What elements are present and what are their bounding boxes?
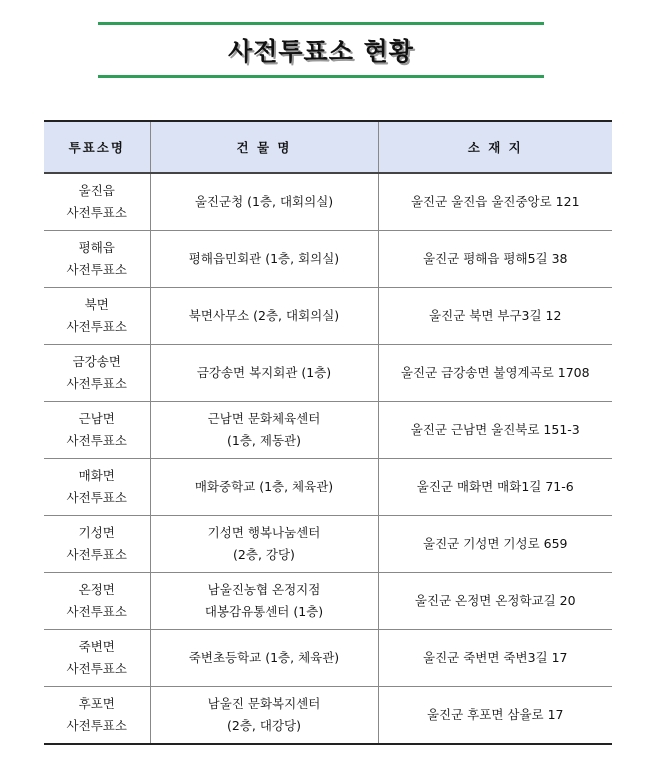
- station-name: 평해읍: [78, 240, 115, 255]
- station-name: 매화면: [78, 468, 115, 483]
- table-row: [44, 288, 612, 345]
- station-type: 사전투표소: [66, 205, 127, 220]
- station-name: 북면: [84, 297, 109, 312]
- station-name-cell: [44, 288, 150, 345]
- station-name-cell: [44, 687, 150, 745]
- building-cell: [150, 459, 378, 516]
- building-line: 평해읍민회관 (1층, 회의실): [188, 251, 340, 266]
- address-cell: 울진군 후포면 삼율로 17: [378, 687, 612, 745]
- station-type: 사전투표소: [66, 490, 127, 505]
- station-name: 금강송면: [72, 354, 121, 369]
- building-line: 매화중학교 (1층, 체육관): [194, 479, 334, 494]
- address-cell: 울진군 기성면 기성로 659: [378, 516, 612, 573]
- title-bottom-rule: [98, 75, 544, 78]
- station-name: 근남면: [78, 411, 115, 426]
- station-name-cell: [44, 630, 150, 687]
- station-name-cell: [44, 345, 150, 402]
- header-address: 소 재 지: [378, 121, 612, 173]
- table-row: [44, 516, 612, 573]
- station-name-cell: [44, 173, 150, 231]
- station-type: 사전투표소: [66, 604, 127, 619]
- building-line: 죽변초등학교 (1층, 체육관): [188, 650, 340, 665]
- table-row: [44, 345, 612, 402]
- building-line: 기성면 행복나눔센터: [207, 525, 321, 540]
- building-line: 금강송면 복지회관 (1층): [196, 365, 332, 380]
- page-title: 사전투표소 현황: [228, 37, 414, 66]
- station-type: 사전투표소: [66, 718, 127, 733]
- table-row: [44, 173, 612, 231]
- building-line: (2층, 강당): [233, 547, 295, 562]
- address-cell: 울진군 근남면 울진북로 151-3: [378, 402, 612, 459]
- table-row: [44, 402, 612, 459]
- address-cell: 울진군 평해읍 평해5길 38: [378, 231, 612, 288]
- polling-station-table: [44, 120, 612, 745]
- table-row: [44, 630, 612, 687]
- title-banner: [98, 22, 544, 80]
- building-cell: [150, 402, 378, 459]
- building-cell: [150, 687, 378, 745]
- building-cell: [150, 516, 378, 573]
- building-line: 근남면 문화체육센터: [207, 411, 321, 426]
- building-cell: [150, 573, 378, 630]
- station-name: 기성면: [78, 525, 115, 540]
- table-header-row: [44, 121, 612, 173]
- address-cell: 울진군 매화면 매화1길 71-6: [378, 459, 612, 516]
- building-cell: [150, 345, 378, 402]
- building-cell: [150, 231, 378, 288]
- building-line: 북면사무소 (2층, 대회의실): [188, 308, 340, 323]
- table-row: [44, 573, 612, 630]
- station-name-cell: [44, 402, 150, 459]
- building-line: (2층, 대강당): [227, 718, 301, 733]
- building-cell: [150, 173, 378, 231]
- address-cell: 울진군 온정면 온정학교길 20: [378, 573, 612, 630]
- building-line: 남울진 문화복지센터: [207, 696, 321, 711]
- station-name: 죽변면: [78, 639, 115, 654]
- table-row: [44, 231, 612, 288]
- station-name-cell: [44, 231, 150, 288]
- station-name-cell: [44, 573, 150, 630]
- station-type: 사전투표소: [66, 661, 127, 676]
- header-station-name: 투표소명: [44, 121, 150, 173]
- header-building-name: 건 물 명: [150, 121, 378, 173]
- station-type: 사전투표소: [66, 262, 127, 277]
- building-line: 남울진농협 온정지점: [207, 582, 321, 597]
- address-cell: 울진군 북면 부구3길 12: [378, 288, 612, 345]
- building-line: (1층, 제동관): [227, 433, 301, 448]
- building-line: 대봉감유통센터 (1층): [204, 604, 324, 619]
- station-name: 후포면: [78, 696, 115, 711]
- building-line: 울진군청 (1층, 대회의실): [194, 194, 334, 209]
- table-row: [44, 459, 612, 516]
- building-cell: [150, 630, 378, 687]
- station-name: 울진읍: [78, 183, 115, 198]
- station-type: 사전투표소: [66, 376, 127, 391]
- station-name: 온정면: [78, 582, 115, 597]
- address-cell: 울진군 죽변면 죽변3길 17: [378, 630, 612, 687]
- station-name-cell: [44, 516, 150, 573]
- building-cell: [150, 288, 378, 345]
- station-type: 사전투표소: [66, 433, 127, 448]
- station-type: 사전투표소: [66, 547, 127, 562]
- station-name-cell: [44, 459, 150, 516]
- title-top-rule: [98, 22, 544, 25]
- station-type: 사전투표소: [66, 319, 127, 334]
- address-cell: 울진군 울진읍 울진중앙로 121: [378, 173, 612, 231]
- table-row: [44, 687, 612, 745]
- address-cell: 울진군 금강송면 불영계곡로 1708: [378, 345, 612, 402]
